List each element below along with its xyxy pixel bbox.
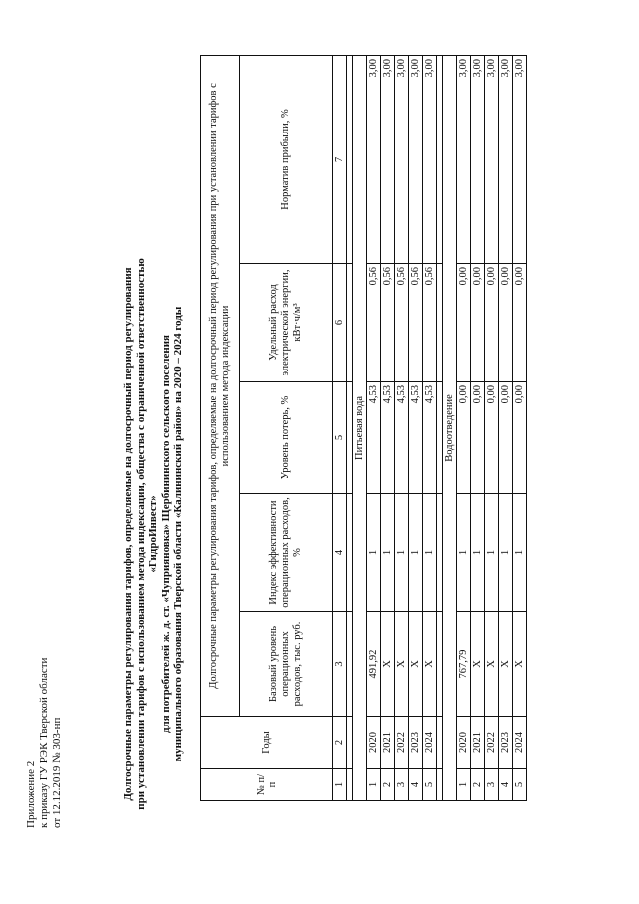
cell-base-level: Х — [395, 612, 409, 717]
cell-energy-use: 0,56 — [367, 264, 381, 382]
heading-line: муниципального образования Тверской области «Калининский район» на 2020 – 2024 годы — [172, 306, 185, 762]
cell-energy-use: 0,56 — [381, 264, 395, 382]
header-base-level: Базовый уровень операционных расходов, тыс. руб. — [240, 612, 333, 717]
cell-energy-use: 0,00 — [485, 264, 499, 382]
cell-number: 4 — [409, 769, 423, 801]
cell-loss-level: 0,00 — [513, 382, 527, 494]
cell-number: 5 — [423, 769, 437, 801]
cell-energy-use: 0,00 — [499, 264, 513, 382]
table-row — [395, 55, 409, 800]
cell-efficiency-index: 1 — [423, 494, 437, 612]
cell-profit-norm: 3,00 — [485, 55, 499, 263]
section-wastewater — [443, 55, 527, 800]
cell-base-level: Х — [423, 612, 437, 717]
appendix-note — [25, 568, 64, 828]
cell-base-level: Х — [513, 612, 527, 717]
cell-base-level: Х — [499, 612, 513, 717]
cell-profit-norm: 3,00 — [367, 55, 381, 263]
cell-number: 1 — [457, 769, 471, 801]
header-efficiency-index: Индекс эффективности операционных расходов, % — [240, 494, 333, 612]
cell-profit-norm: 3,00 — [457, 55, 471, 263]
cell-efficiency-index: 1 — [513, 494, 527, 612]
header-year: Годы — [201, 717, 333, 769]
heading-line: Долгосрочные параметры регулирования тарифов, определяемые на долгосрочный период регулирования — [122, 267, 134, 801]
cell-number: 2 — [471, 769, 485, 801]
cell-year: 2021 — [471, 717, 485, 769]
cell-energy-use: 0,56 — [395, 264, 409, 382]
cell-loss-level: 4,53 — [395, 382, 409, 494]
cell-loss-level: 0,00 — [471, 382, 485, 494]
column-number: 2 — [333, 717, 347, 769]
cell-profit-norm: 3,00 — [423, 55, 437, 263]
cell-number: 3 — [485, 769, 499, 801]
cell-loss-level: 4,53 — [367, 382, 381, 494]
table-row — [381, 55, 395, 800]
cell-efficiency-index: 1 — [395, 494, 409, 612]
column-number-row — [333, 55, 347, 800]
cell-energy-use: 0,56 — [423, 264, 437, 382]
column-number: 4 — [333, 494, 347, 612]
cell-year: 2022 — [485, 717, 499, 769]
header-energy-use: Удельный расход электрической энергии, кВт·ч/м³ — [240, 264, 333, 382]
table-row — [471, 55, 485, 800]
cell-efficiency-index: 1 — [409, 494, 423, 612]
cell-profit-norm: 3,00 — [409, 55, 423, 263]
cell-energy-use: 0,56 — [409, 264, 423, 382]
section-title: Водоотведение — [443, 55, 457, 800]
cell-profit-norm: 3,00 — [513, 55, 527, 263]
column-number: 3 — [333, 612, 347, 717]
cell-year: 2020 — [457, 717, 471, 769]
header-main: Долгосрочные параметры регулирования тарифов, определяемые на долгосрочный период регулирования при установлении тарифов с использованием метода индексации — [201, 55, 240, 716]
cell-number: 5 — [513, 769, 527, 801]
column-number: 7 — [333, 55, 347, 263]
cell-energy-use: 0,00 — [471, 264, 485, 382]
cell-base-level: 767,79 — [457, 612, 471, 717]
cell-efficiency-index: 1 — [367, 494, 381, 612]
cell-year: 2023 — [499, 717, 513, 769]
cell-year: 2020 — [367, 717, 381, 769]
appendix-line: Приложение 2 — [25, 760, 37, 828]
cell-number: 3 — [395, 769, 409, 801]
heading-line: для потребителей ж. д. ст. «Чуприяновка» Щербининского сельского поселения — [159, 335, 172, 734]
cell-number: 1 — [367, 769, 381, 801]
appendix-line: к приказу ГУ РЭК Тверской области — [38, 657, 50, 828]
cell-profit-norm: 3,00 — [381, 55, 395, 263]
column-number: 1 — [333, 769, 347, 801]
table-row — [409, 55, 423, 800]
cell-loss-level: 0,00 — [485, 382, 499, 494]
cell-loss-level: 4,53 — [423, 382, 437, 494]
cell-efficiency-index: 1 — [381, 494, 395, 612]
cell-base-level: Х — [485, 612, 499, 717]
cell-efficiency-index: 1 — [471, 494, 485, 612]
section-drinking-water — [353, 55, 437, 800]
cell-number: 4 — [499, 769, 513, 801]
column-number: 5 — [333, 382, 347, 494]
cell-base-level: Х — [409, 612, 423, 717]
cell-base-level: Х — [381, 612, 395, 717]
cell-year: 2024 — [513, 717, 527, 769]
table-row — [499, 55, 513, 800]
column-number: 6 — [333, 264, 347, 382]
cell-year: 2021 — [381, 717, 395, 769]
table-row — [457, 55, 471, 800]
cell-efficiency-index: 1 — [457, 494, 471, 612]
table-row — [423, 55, 437, 800]
table-row — [485, 55, 499, 800]
cell-loss-level: 0,00 — [499, 382, 513, 494]
cell-year: 2022 — [395, 717, 409, 769]
header-loss-level: Уровень потерь, % — [240, 382, 333, 494]
cell-loss-level: 4,53 — [381, 382, 395, 494]
cell-loss-level: 4,53 — [409, 382, 423, 494]
cell-profit-norm: 3,00 — [395, 55, 409, 263]
cell-year: 2024 — [423, 717, 437, 769]
cell-loss-level: 0,00 — [457, 382, 471, 494]
tariff-parameters-table — [200, 55, 527, 801]
cell-efficiency-index: 1 — [499, 494, 513, 612]
section-title: Питьевая вода — [353, 55, 367, 800]
appendix-line: от 12.12.2019 № 303-нп — [51, 717, 63, 828]
header-profit-norm: Норматив прибыли, % — [240, 55, 333, 263]
document-heading — [122, 239, 185, 829]
cell-base-level: Х — [471, 612, 485, 717]
table-row — [513, 55, 527, 800]
cell-number: 2 — [381, 769, 395, 801]
cell-profit-norm: 3,00 — [471, 55, 485, 263]
table-row — [367, 55, 381, 800]
cell-base-level: 491,92 — [367, 612, 381, 717]
heading-line: при установлении тарифов с использованием метода индексации, общества с ограниченной ответственностью «ГидроИнвест» — [134, 258, 160, 810]
cell-energy-use: 0,00 — [513, 264, 527, 382]
cell-efficiency-index: 1 — [485, 494, 499, 612]
cell-profit-norm: 3,00 — [499, 55, 513, 263]
header-num: № п/п — [201, 769, 333, 801]
cell-energy-use: 0,00 — [457, 264, 471, 382]
cell-year: 2023 — [409, 717, 423, 769]
